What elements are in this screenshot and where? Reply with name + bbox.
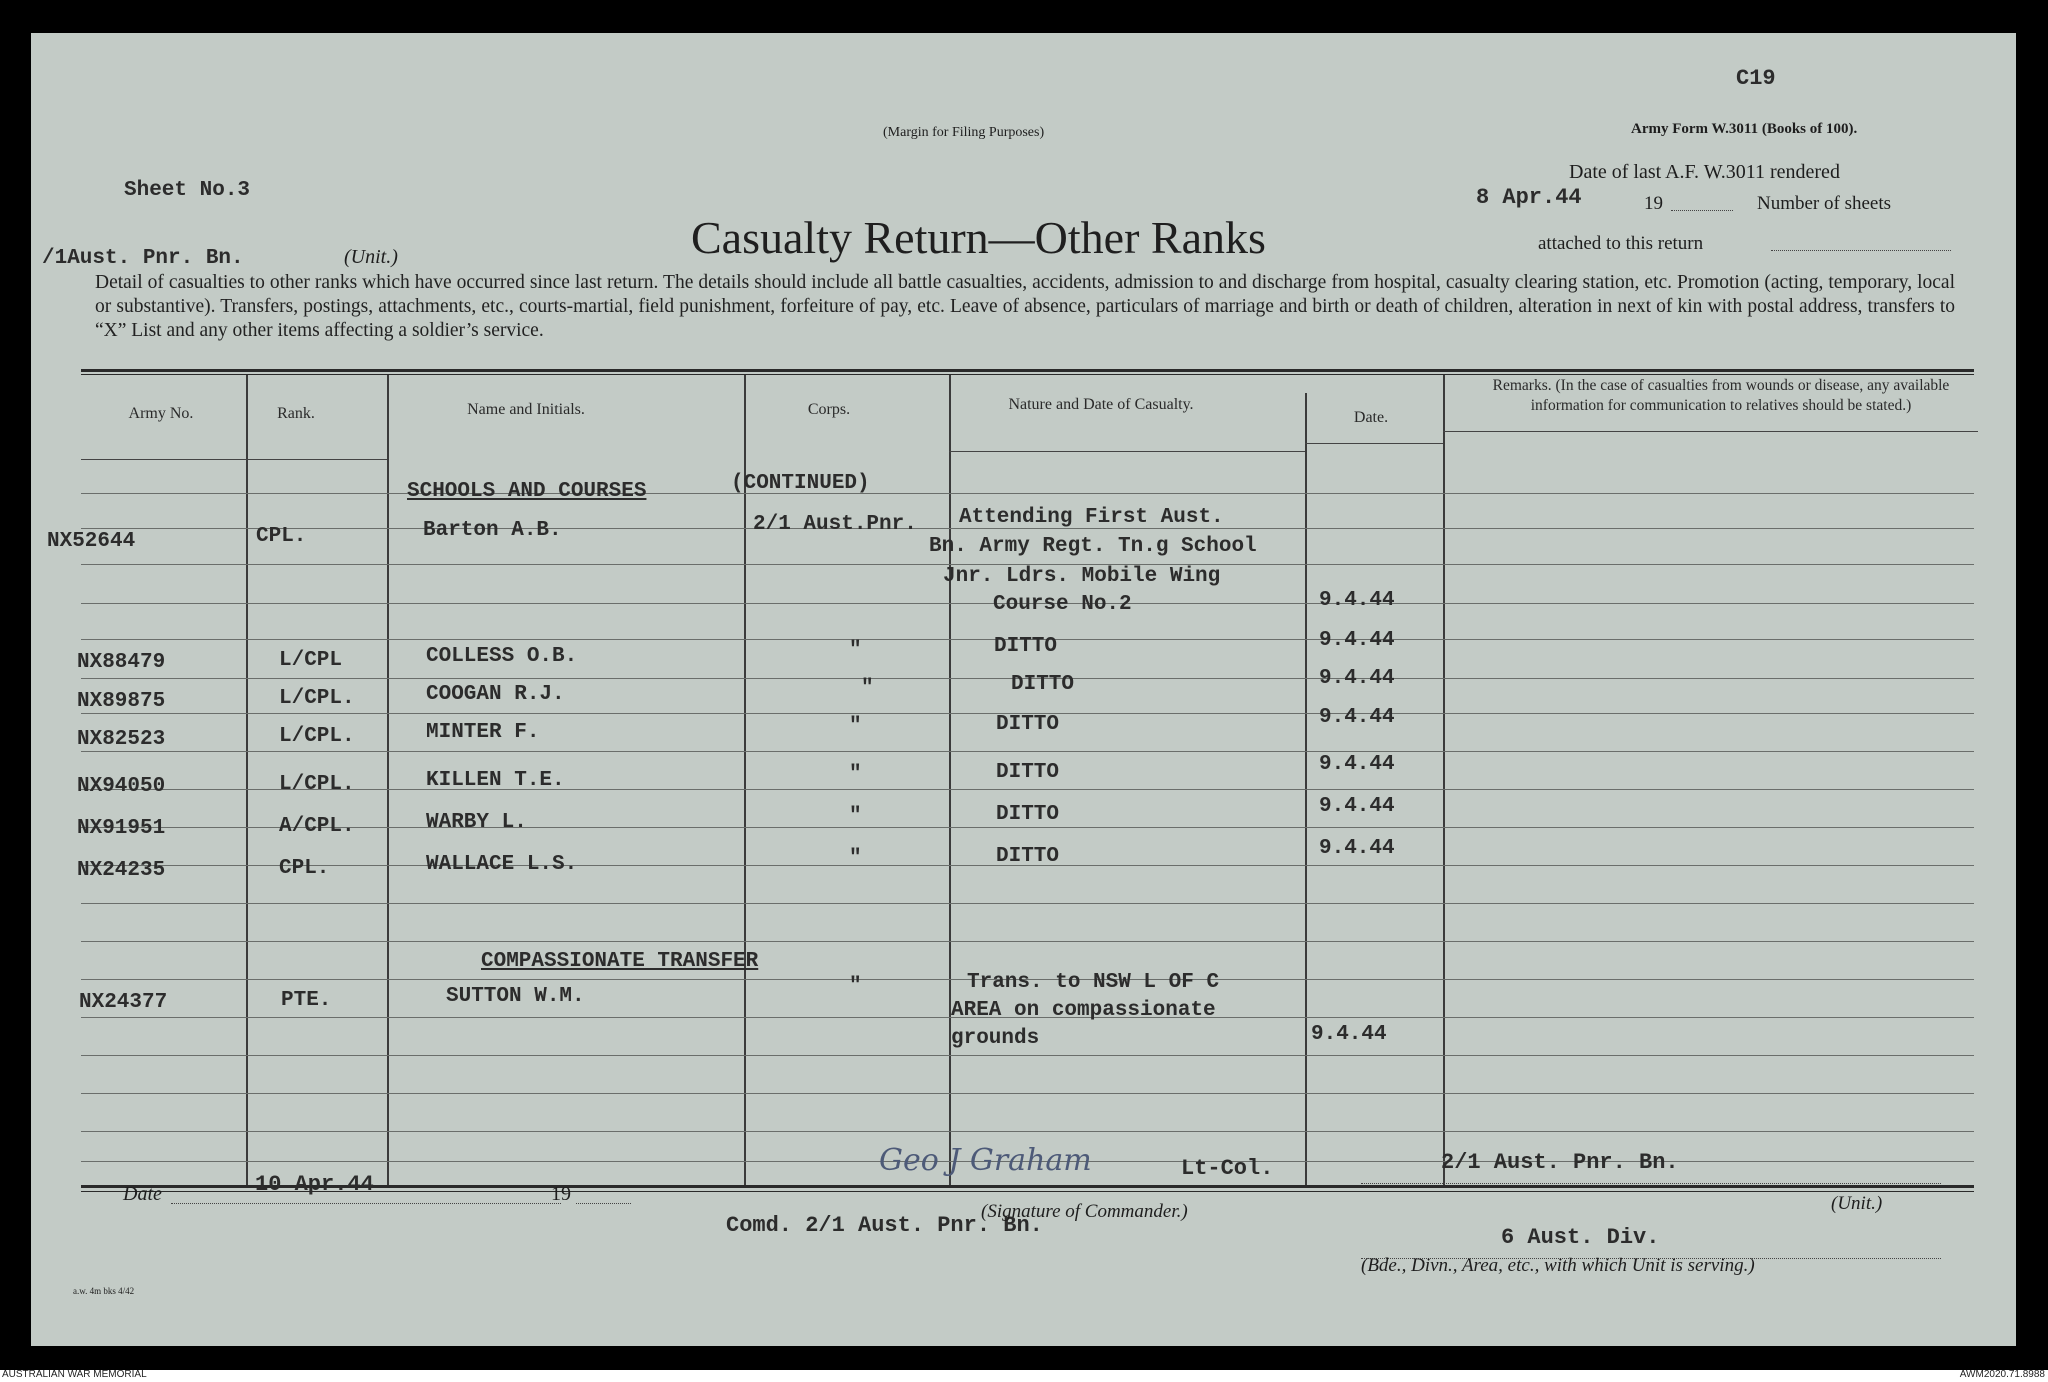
division-label: (Bde., Divn., Area, etc., with which Unit is serving.) <box>1361 1255 1755 1276</box>
col-date: Date. <box>1353 409 1389 426</box>
header-underline <box>949 451 1305 452</box>
unit-label: (Unit.) <box>344 246 398 268</box>
print-code: a.w. 4m bks 4/42 <box>73 1286 135 1296</box>
signatory-rank: Lt-Col. <box>1181 1156 1274 1181</box>
archive-name: AUSTRALIAN WAR MEMORIAL <box>2 1369 147 1380</box>
form-title: Casualty Return—Other Ranks <box>691 212 1266 263</box>
date-label: Date <box>123 1183 162 1205</box>
unit-dots <box>1361 1183 1941 1184</box>
attached-dots <box>1771 250 1951 251</box>
sheet-number: Sheet No.3 <box>124 179 251 202</box>
col-rank: Rank. <box>277 405 315 422</box>
unit-name: 2/1 Aust. Pnr. Bn. <box>1441 1150 1679 1175</box>
instructions-paragraph: Detail of casualties to other ranks which have occurred since last return. The details should include all battle casualties, accidents, admission to and discharge from hospital, casualty clearing station, etc. Promotion (acting, temporary, local or substantive). Transfers, postings, attachments, etc., courts-martial, field punishment, forfeiture of pay, etc. Leave of absence, particulars of marriage and birth or death of children, alteration in next of kin with postal address, transfers to “X” List and any other items affecting a soldier’s service. <box>95 272 1955 341</box>
top-rule-thin <box>81 374 1974 375</box>
form-sheet: C19 (Margin for Filing Purposes) Army Form W.3011 (Books of 100). Sheet No.3 /1Aust. Pnr. Bn. (Unit.) Casualty Return—Other Ranks Date of last A.F. W.3011 rendered 8 Apr.44 19 Number of sheets attached to this return Detail of casualties to other ranks which have occurred since last return. The details should include all battle casualties, accidents, admission to and discharge from hospital, casualty clearing station, etc. Promotion (acting, temporary, local or substantive). Transfers, postings, attachments, etc., courts-martial, field punishment, forfeiture of pay, etc. Leave of absence, particulars of marriage and birth or death of children, alteration in next of kin with postal address, transfers to “X” List and any other items affecting a soldier’s service. Army No. Rank. Name and Initials. Corps. Nature and Date of Casualty. Date. Remarks. (In the case of casualties from wounds or disease, any available information for communication to relatives should be stated.) SCHOOLS AND COURSES (CONTINUED) COMPASSIONATE TRANSFER NX52644 CPL. Barton A.B. 2/1 Aust.Pnr. Attending First Aust. Bn. Army Regt. Tn.g School Jnr. Ldrs. Mobile Wing Course No.2 9.4.44 NX88479 L/CPL COLLESS O.B. " DITTO 9.4.44 NX89875 L/CPL. COOGAN R.J. " DITTO 9.4.44 NX82523 L/CPL. MINTER F. " DITTO 9.4.44 NX94050 L/CPL. KILLEN T.E. " DITTO 9.4.44 NX91951 A/CPL. WARBY L. " DITTO 9.4.44 NX24235 CPL. WALLACE L.S. " DITTO 9.4.44 NX24377 PTE. SUTTON W.M. " Trans. to NSW L OF C AREA on compassionate grounds 9.4.44 Date 10 Apr.44 19 Geo J Graham Lt-Col. Comd. 2/1 Aust. Pnr. Bn. (Signature of Commander.) 2/1 Aust. Pnr. Bn. (Unit.) 6 Aust. Div. (Bde., Divn., Area, etc., with which Unit is serving.) a.w. 4m bks 4/42 <box>31 33 2016 1346</box>
col-divider <box>744 375 746 1185</box>
date-year-prefix: 19 <box>551 1183 571 1205</box>
col-nature: Nature and Date of Casualty. <box>1008 396 1194 413</box>
sheets-label: Number of sheets <box>1757 193 1892 214</box>
commander-signature: Geo J Graham <box>879 1143 1092 1178</box>
unit-value: /1Aust. Pnr. Bn. <box>42 247 244 270</box>
col-remarks: Remarks. (In the case of casualties from wounds or disease, any available information for communication to relatives should be stated.) <box>1492 377 1950 414</box>
margin-note: (Margin for Filing Purposes) <box>883 125 1045 140</box>
col-divider <box>387 375 389 1185</box>
last-return-date: 8 Apr.44 <box>1476 185 1582 210</box>
archive-footer <box>0 1370 2048 1382</box>
col-army-no: Army No. <box>128 405 194 422</box>
year-dots <box>1671 210 1733 211</box>
unit-footer-label: (Unit.) <box>1831 1193 1883 1214</box>
top-rule <box>81 369 1974 372</box>
return-date: 10 Apr.44 <box>255 1172 374 1197</box>
section-heading-continued: (CONTINUED) <box>731 472 870 495</box>
header-underline <box>1305 443 1443 444</box>
year-prefix: 19 <box>1644 193 1663 214</box>
section-heading: SCHOOLS AND COURSES <box>407 480 647 503</box>
col-divider <box>1443 375 1445 1185</box>
signature-label: (Signature of Commander.) <box>981 1201 1188 1222</box>
col-name: Name and Initials. <box>467 401 585 418</box>
archive-id: AWM2020.71.8988 <box>1959 1369 2045 1380</box>
signatory-appointment: Comd. 2/1 Aust. Pnr. Bn. <box>726 1213 1043 1238</box>
col-divider <box>246 375 248 1185</box>
date-dots <box>171 1203 561 1204</box>
army-form-label: Army Form W.3011 (Books of 100). <box>1631 121 1858 137</box>
header-underline <box>1443 431 1978 432</box>
attached-label: attached to this return <box>1538 233 1704 254</box>
division-name: 6 Aust. Div. <box>1501 1225 1660 1250</box>
form-ref: C19 <box>1736 66 1776 91</box>
date-year-dots <box>576 1203 631 1204</box>
col-corps: Corps. <box>807 401 851 418</box>
section-heading: COMPASSIONATE TRANSFER <box>481 950 759 973</box>
col-divider <box>949 375 951 1185</box>
last-return-label: Date of last A.F. W.3011 rendered <box>1569 161 1840 183</box>
header-underline <box>81 459 387 460</box>
